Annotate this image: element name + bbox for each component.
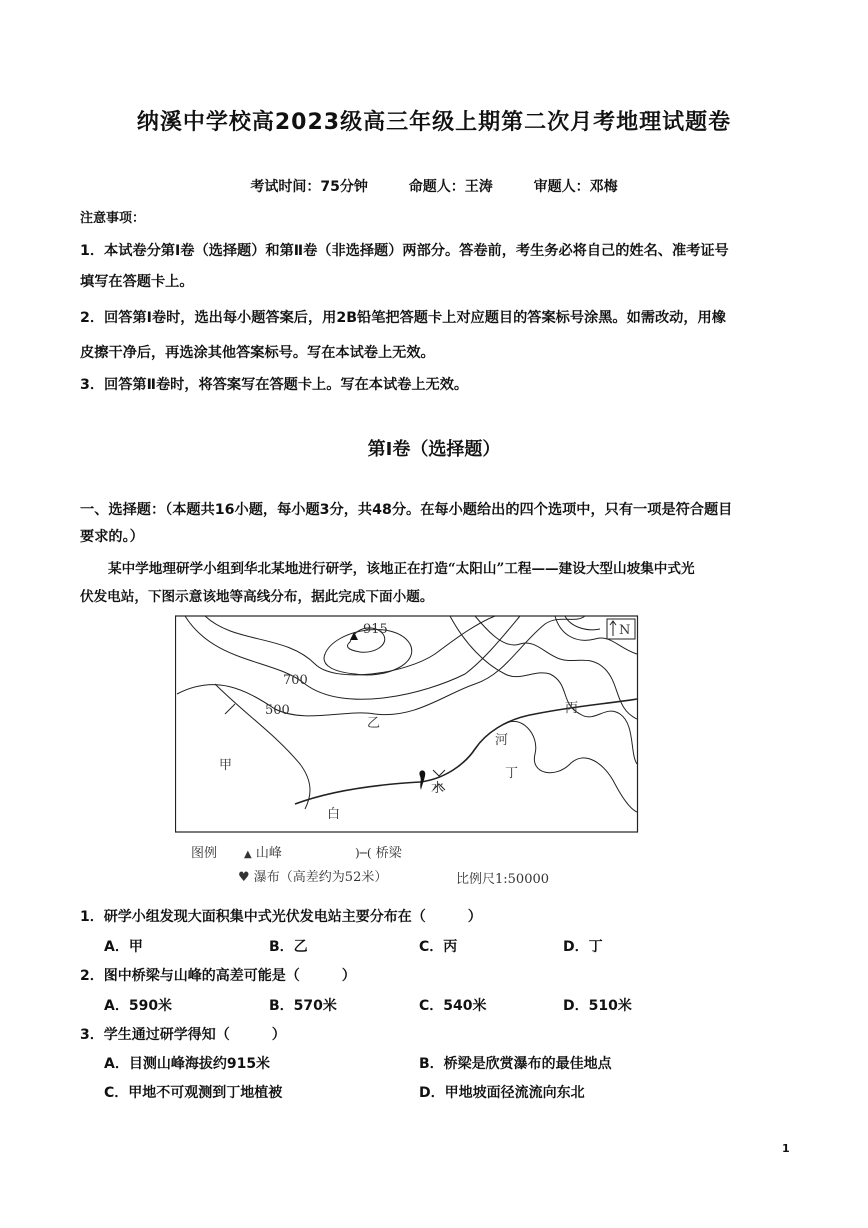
waterfall-icon: ♥ (238, 870, 250, 885)
contour-line (505, 721, 637, 812)
map-scale: 比例尺1:50000 (456, 872, 550, 887)
question-option: C．540米 (419, 998, 487, 1014)
contour-line (225, 704, 235, 714)
question-option: A．590米 (104, 998, 173, 1014)
map-frame (176, 616, 638, 832)
river-line (295, 699, 637, 804)
exam-info (0, 176, 868, 196)
notes-line: 3．回答第Ⅱ卷时，将答案写在答题卡上。写在本试卷上无效。 (80, 377, 469, 393)
legend-waterfall-label: 瀑布（高差约为52米） (253, 870, 388, 885)
contour-line (215, 684, 310, 809)
notes-line: 1．本试卷分第Ⅰ卷（选择题）和第Ⅱ卷（非选择题）两部分。答卷前，考生务必将自己的姓名、准考证号 (80, 243, 729, 259)
question-option: D．510米 (563, 998, 632, 1014)
question-stem: 2．图中桥梁与山峰的高差可能是（ ） (80, 968, 356, 984)
legend-bridge-label: 桥梁 (375, 846, 402, 861)
contour-map (175, 614, 640, 834)
page-number: 1 (782, 1142, 790, 1155)
intro-paragraph: 伏发电站，下图示意该地等高线分布，据此完成下面小题。 (80, 589, 434, 605)
section-title: 第Ⅰ卷（选择题） (367, 439, 501, 460)
place-ding: 丁 (505, 766, 519, 781)
notes-line: 皮擦干净后，再选涂其他答案标号。写在本试卷上无效。 (80, 345, 435, 361)
exam-author: 命题人：王涛 (408, 179, 493, 195)
place-yi: 乙 (367, 716, 381, 731)
notes-heading: 注意事项： (80, 211, 146, 226)
question-option: A．甲 (104, 939, 143, 955)
part-one-instruction: 一、选择题：（本题共16小题，每小题3分，共48分。在每小题给出的四个选项中，只有一项是符合题目 (80, 502, 733, 518)
question-option: C．丙 (419, 939, 458, 955)
contour-label-500: 500 (265, 703, 290, 718)
legend-peak (244, 842, 282, 861)
legend-title: 图例 (191, 846, 218, 861)
river-char-shui: 水 (431, 781, 445, 796)
question-option: B．570米 (269, 998, 337, 1014)
north-label: N (619, 623, 631, 638)
exam-time: 考试时间：75分钟 (250, 179, 368, 195)
bridge-icon: )─( (355, 846, 372, 860)
legend-bridge (355, 842, 402, 861)
part-one-instruction: 要求的。） (80, 529, 144, 545)
notes-line: 填写在答题卡上。 (80, 274, 194, 290)
question-stem: 1．研学小组发现大面积集中式光伏发电站主要分布在（ ） (80, 909, 482, 925)
question-option: D．丁 (563, 939, 603, 955)
place-bing: 丙 (565, 701, 579, 716)
contour-line (205, 616, 495, 675)
question-option: C．甲地不可观测到丁地植被 (104, 1085, 283, 1101)
intro-paragraph: 某中学地理研学小组到华北某地进行研学，该地正在打造“太阳山”工程——建设大型山坡集中式光 (108, 561, 695, 577)
question-option: B．乙 (269, 939, 308, 955)
exam-reviewer: 审题人：邓梅 (533, 179, 618, 195)
river-char-he: 河 (495, 733, 509, 748)
notes-line: 2．回答第Ⅰ卷时，选出每小题答案后，用2B铅笔把答题卡上对应题目的答案标号涂黑。如需改动，用橡 (80, 310, 726, 326)
question-option: B．桥梁是欣赏瀑布的最佳地点 (419, 1056, 612, 1072)
question-stem: 3．学生通过研学得知（ ） (80, 1027, 286, 1043)
question-option: D．甲地坡面径流流向东北 (419, 1085, 585, 1101)
contour-label-700: 700 (283, 673, 308, 688)
contour-label-915: 915 (363, 622, 388, 637)
question-option: A．目测山峰海拔约915米 (104, 1056, 271, 1072)
page-title: 纳溪中学校高2023级高三年级上期第二次月考地理试题卷 (136, 110, 732, 135)
legend-waterfall (238, 866, 387, 885)
place-jia: 甲 (219, 758, 233, 773)
contour-700 (185, 616, 520, 699)
waterfall-icon (419, 770, 425, 790)
peak-icon: ▲ (244, 849, 252, 860)
river-char-bai: 白 (327, 807, 341, 822)
legend-peak-label: 山峰 (255, 846, 282, 861)
